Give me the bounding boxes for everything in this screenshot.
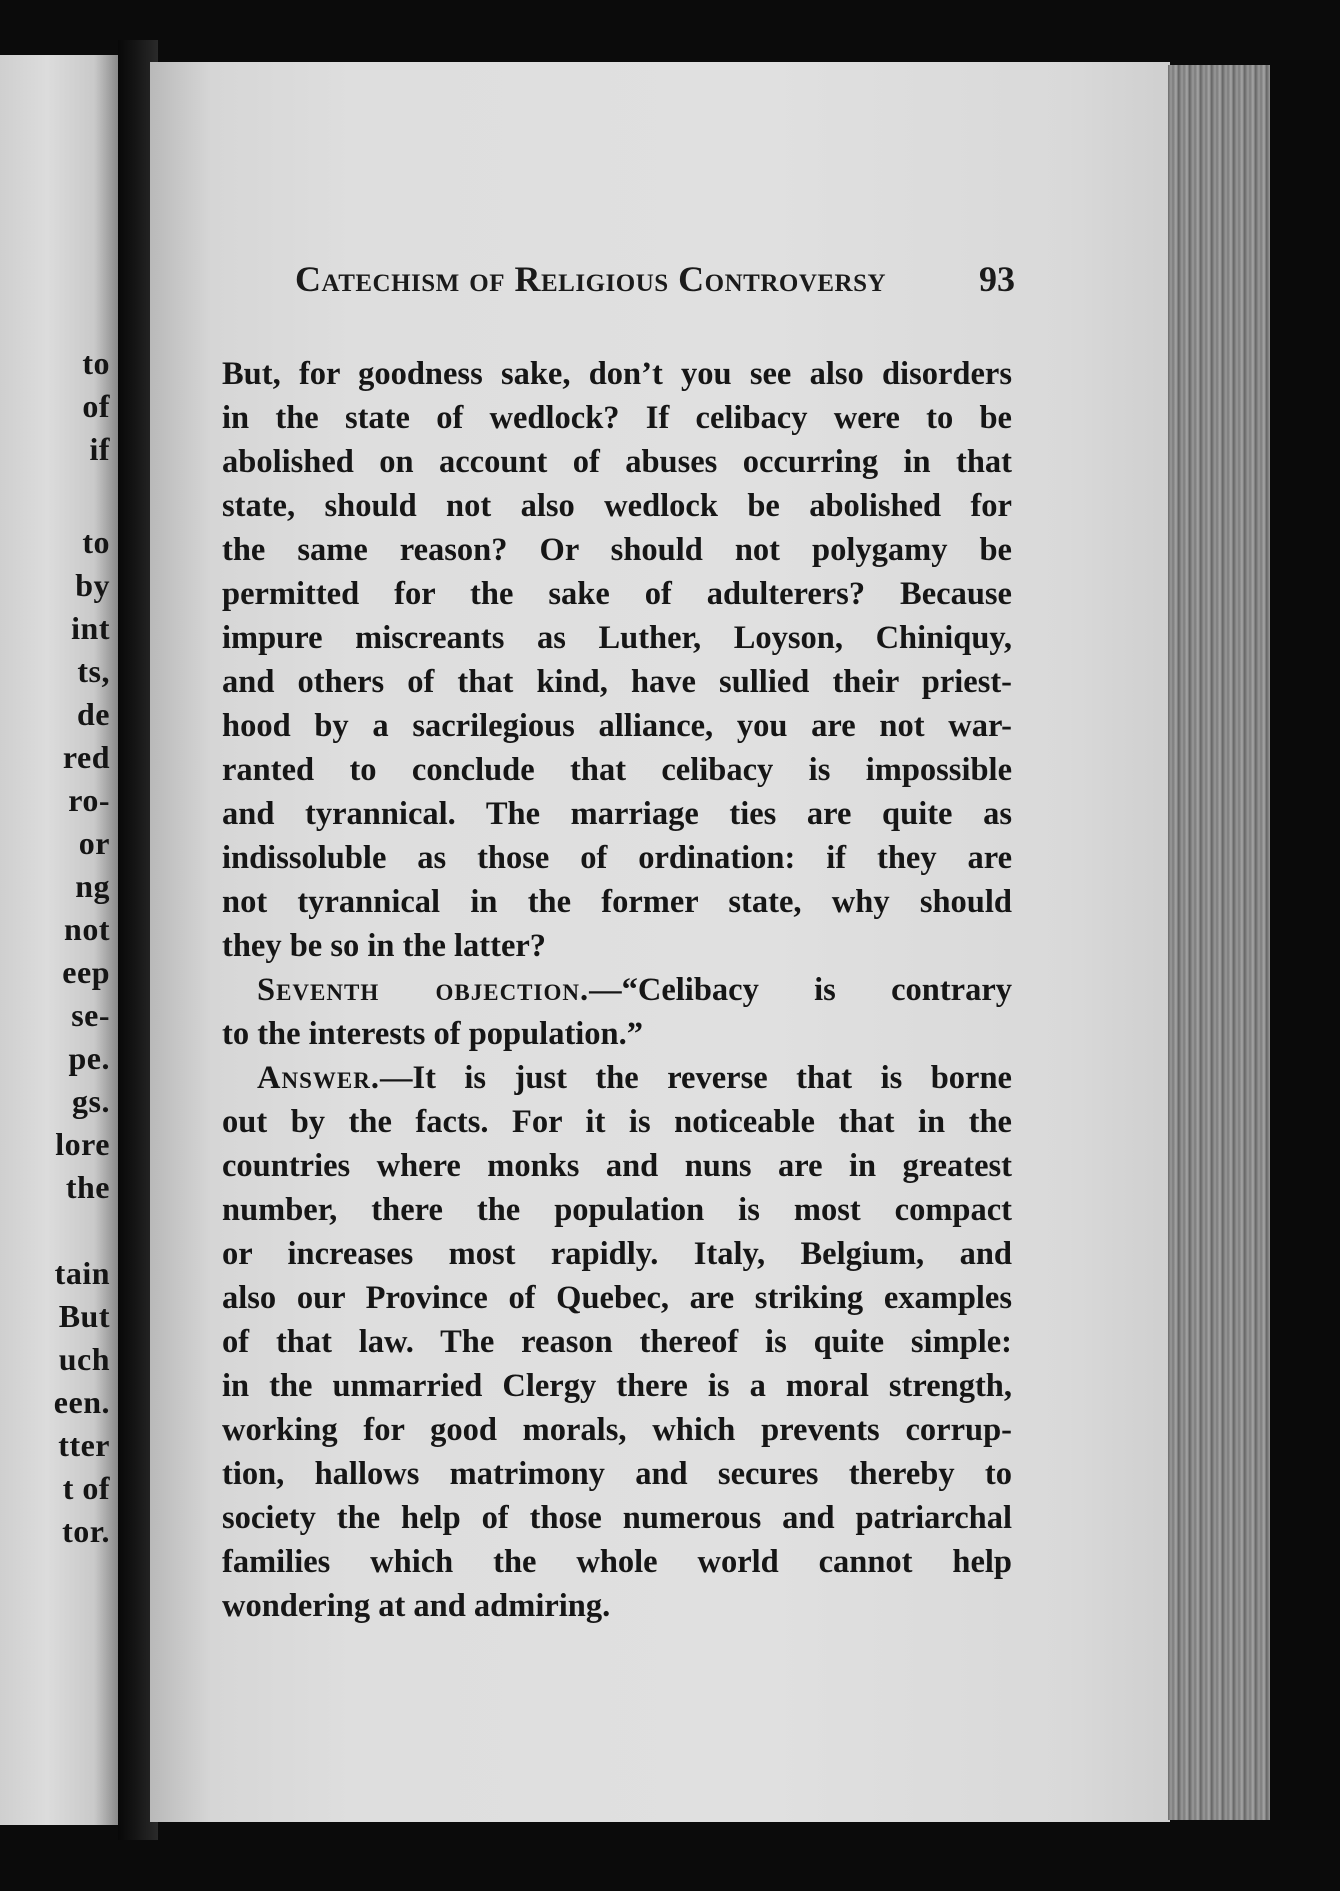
text-line: they be so in the latter? [222, 928, 547, 964]
text-line: in the unmarried Clergy there is a moral strength, [222, 1368, 1012, 1404]
left-page-line: t of [62, 1470, 110, 1506]
text-line: abolished on account of abuses occurring in that [222, 444, 1012, 480]
text-line: and tyrannical. The marriage ties are quite as [222, 796, 1012, 832]
page-edge [1168, 65, 1278, 1820]
text-line: or increases most rapidly. Italy, Belgium, and [222, 1236, 1012, 1272]
objection-heading: Seventh objection. [257, 972, 590, 1008]
text-line: countries where monks and nuns are in greatest [222, 1148, 1012, 1184]
left-page-line: if [89, 431, 110, 467]
text-line: of that law. The reason thereof is quite simple: [222, 1324, 1012, 1360]
text-line: state, should not also wedlock be abolished for [222, 488, 1012, 524]
left-page-line: the [65, 1169, 110, 1205]
left-page-line: pe. [68, 1040, 110, 1076]
previous-page-fragment [0, 55, 118, 1825]
text-line: and others of that kind, have sullied their priest- [222, 664, 1012, 700]
text-line: number, there the population is most compact [222, 1192, 1012, 1228]
left-page-line: of [82, 388, 110, 424]
text-line: impure miscreants as Luther, Loyson, Chiniquy, [222, 620, 1012, 656]
text-line: ranted to conclude that celibacy is impossible [222, 752, 1012, 788]
left-page-line: uch [58, 1341, 110, 1377]
left-page-line: not [64, 911, 110, 947]
left-page-line: red [62, 739, 110, 775]
left-page-line: een. [53, 1384, 110, 1420]
text-line: wondering at and admiring. [222, 1588, 611, 1624]
text-line: also our Province of Quebec, are striking examples [222, 1280, 1012, 1316]
text-line: in the state of wedlock? If celibacy were to be [222, 400, 1012, 436]
left-page-line: ng [75, 868, 110, 904]
left-page-line: tain [54, 1255, 110, 1291]
left-page-line: ro- [68, 782, 110, 818]
text-line: tion, hallows matrimony and secures thereby to [222, 1456, 1012, 1492]
objection-text: —“Celibacy is contrary [589, 972, 1012, 1008]
left-page-line: gs. [72, 1083, 110, 1119]
left-page-line: int [71, 610, 110, 646]
left-page-line: lore [55, 1126, 110, 1162]
page-number: 93 [979, 259, 1015, 299]
text-line: the same reason? Or should not polygamy be [222, 532, 1012, 568]
left-page-line: eep [62, 954, 110, 990]
text-line: society the help of those numerous and patriarchal [222, 1500, 1012, 1536]
left-page-line: by [75, 567, 110, 603]
left-page-line: tor. [62, 1513, 110, 1549]
running-header [295, 258, 1015, 308]
running-title: Catechism of Religious Controversy [295, 259, 887, 299]
text-line: But, for goodness sake, don’t you see also disorders [222, 356, 1012, 392]
left-page-line: ts, [77, 653, 110, 689]
answer-text: —It is just the reverse that is borne [379, 1060, 1012, 1096]
text-line: hood by a sacrilegious alliance, you are not war- [222, 708, 1012, 744]
text-line: to the interests of population.” [222, 1016, 644, 1052]
left-page-line: But [58, 1298, 110, 1334]
left-page-line: de [77, 696, 110, 732]
objection-line [257, 968, 1012, 1012]
left-page-line: tter [58, 1427, 110, 1463]
answer-heading: Answer. [257, 1060, 380, 1096]
left-page-line: to [82, 345, 110, 381]
text-line: indissoluble as those of ordination: if they are [222, 840, 1012, 876]
left-page-line: to [82, 524, 110, 560]
left-page-line: or [78, 825, 110, 861]
text-line: not tyrannical in the former state, why should [222, 884, 1012, 920]
text-line: families which the whole world cannot help [222, 1544, 1012, 1580]
text-line: working for good morals, which prevents corrup- [222, 1412, 1012, 1448]
left-page-line: se- [71, 997, 110, 1033]
answer-line [257, 1056, 1012, 1100]
page-edge-shadow [1270, 60, 1340, 1830]
text-line: out by the facts. For it is noticeable that in the [222, 1104, 1012, 1140]
text-line: permitted for the sake of adulterers? Because [222, 576, 1012, 612]
